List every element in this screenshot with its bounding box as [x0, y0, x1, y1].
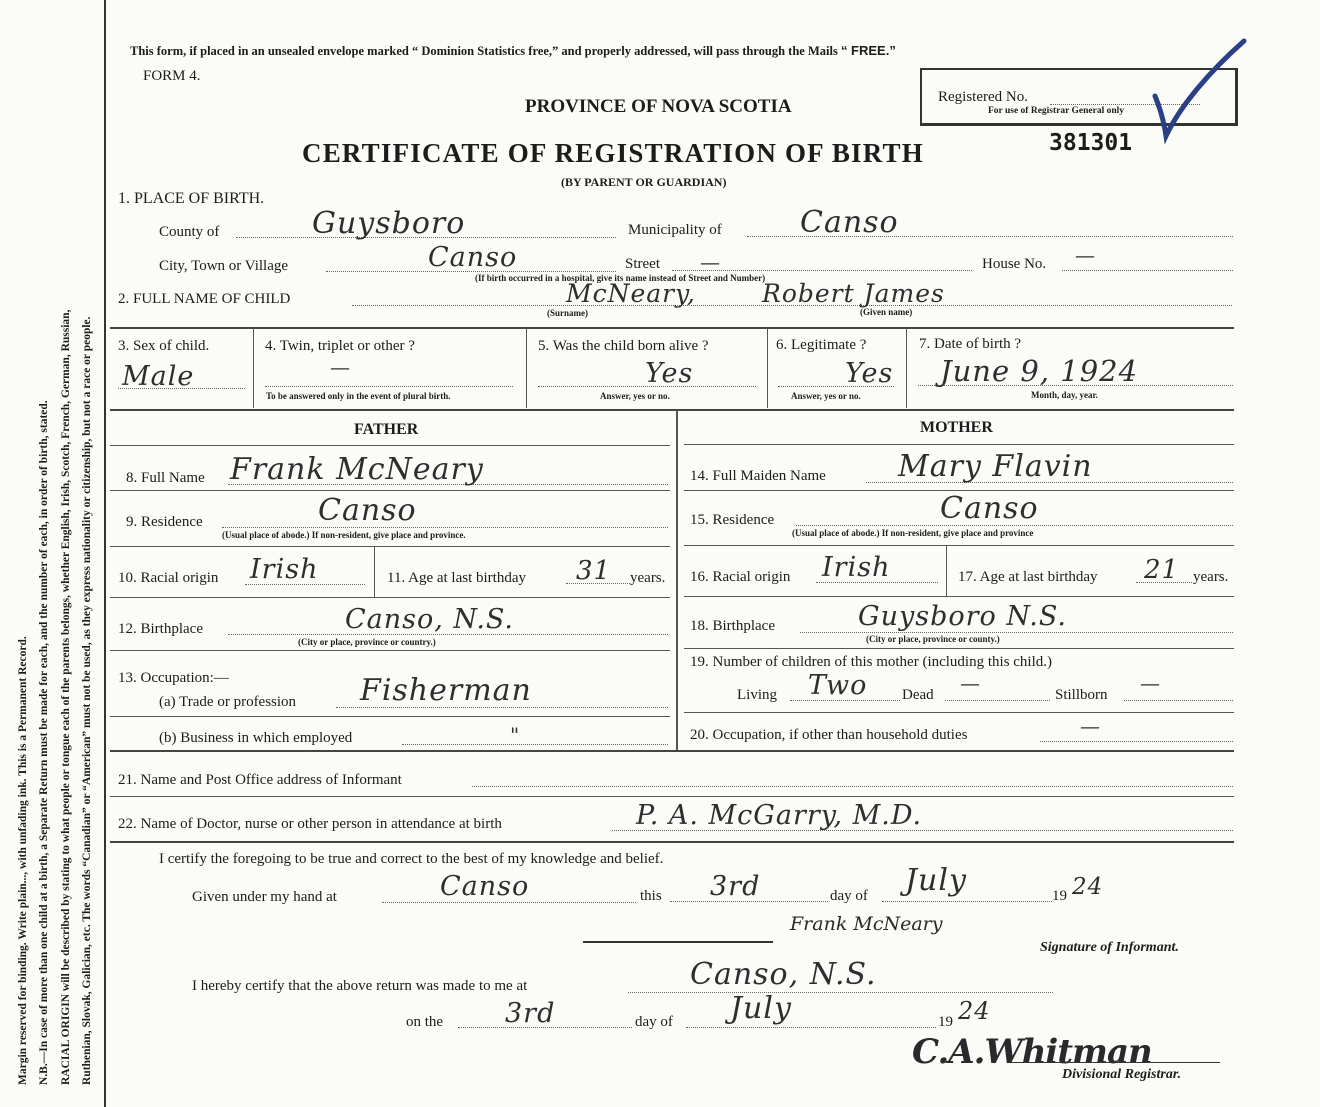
- rule-informant: [110, 750, 1234, 752]
- county-label: County of: [159, 224, 220, 240]
- registrar-day-value: 3rd: [505, 998, 556, 1029]
- registrar-statement: I hereby certify that the above return was made to me at: [192, 978, 528, 994]
- registrar-year-value: 24: [958, 997, 991, 1025]
- mother-racial-value: Irish: [822, 552, 891, 583]
- father-racial-label: 10. Racial origin: [118, 570, 219, 586]
- rule-father-8: [110, 490, 670, 491]
- father-residence-value: Canso: [318, 493, 417, 528]
- mother-living-label: Living: [737, 687, 777, 703]
- father-business-label: (b) Business in which employed: [159, 730, 353, 746]
- father-residence-note: (Usual place of abode.) If non-resident, give place and province.: [222, 530, 466, 540]
- rule-father-heading: [110, 445, 670, 446]
- mother-children-label: 19. Number of children of this mother (including this child.): [690, 654, 1053, 670]
- mail-notice: [130, 42, 896, 60]
- mother-name-value: Mary Flavin: [898, 449, 1093, 484]
- dob-label: 7. Date of birth ?: [919, 336, 1022, 352]
- mother-birthplace-label: 18. Birthplace: [690, 618, 775, 634]
- mother-dead-value: —: [960, 671, 981, 695]
- rule-mother-16: [684, 596, 1234, 597]
- father-heading: FATHER: [354, 421, 419, 438]
- checkmark-icon: [1150, 36, 1250, 146]
- certification-statement: I certify the foregoing to be true and correct to the best of my knowledge and belief.: [159, 851, 664, 867]
- father-residence-label: 9. Residence: [126, 514, 203, 530]
- mother-age-label: 17. Age at last birthday: [958, 569, 1098, 585]
- margin-note-3: RACIAL ORIGIN will be described by stating to what people or tongue each of the parents belongs, whether English, Irish, Scotch, French, German, Russian,: [60, 309, 72, 1085]
- house-label: House No.: [982, 256, 1047, 272]
- mother-years-label: years.: [1193, 569, 1229, 585]
- father-birthplace-label: 12. Birthplace: [118, 621, 203, 637]
- municipality-label: Municipality of: [628, 222, 722, 238]
- father-name-value: Frank McNeary: [230, 452, 484, 487]
- registered-number-label: Registered No.: [938, 89, 1028, 105]
- father-age-label: 11. Age at last birthday: [387, 570, 526, 586]
- father-trade-value: Fisherman: [360, 673, 532, 708]
- legitimate-note: Answer, yes or no.: [791, 391, 861, 401]
- doctor-label: 22. Name of Doctor, nurse or other person in attendance at birth: [118, 816, 502, 832]
- father-residence-line: [222, 527, 668, 528]
- mother-occupation-label: 20. Occupation, if other than household duties: [690, 727, 968, 743]
- twin-note: To be answered only in the event of plural birth.: [266, 391, 451, 401]
- registrar-caption: Divisional Registrar.: [1062, 1067, 1182, 1082]
- father-name-label: 8. Full Name: [126, 470, 205, 486]
- divider-father-10-11: [374, 547, 375, 597]
- given-name-caption: (Given name): [860, 307, 913, 317]
- twin-line: [265, 386, 513, 387]
- rule-parents: [110, 409, 1234, 411]
- father-business-line: [402, 744, 668, 745]
- mother-heading: MOTHER: [920, 419, 993, 436]
- given-year-prefix: 19: [1052, 888, 1067, 904]
- rule-father-9: [110, 546, 670, 547]
- given-day-value: 3rd: [710, 871, 761, 902]
- certificate-title: CERTIFICATE OF REGISTRATION OF BIRTH: [302, 138, 924, 168]
- given-label: Given under my hand at: [192, 889, 337, 905]
- informant-signature-caption: Signature of Informant.: [1040, 940, 1179, 955]
- given-year-value: 24: [1072, 874, 1104, 900]
- margin-note-1: Margin reserved for binding. Write plain..., with unfading ink. This is a Permanent Record.: [17, 636, 29, 1085]
- mother-stillborn-line: [1124, 700, 1233, 701]
- rule-certification: [110, 841, 1234, 843]
- informant-signature: Frank McNeary: [790, 913, 943, 935]
- mother-stillborn-value: —: [1140, 671, 1161, 695]
- registrar-place-value: Canso, N.S.: [690, 957, 877, 992]
- twin-label: 4. Twin, triplet or other ?: [265, 338, 415, 354]
- divider-5-6: [767, 328, 768, 408]
- rule-row-3: [110, 327, 1234, 329]
- mother-age-value: 21: [1144, 555, 1180, 585]
- margin-note-4: Ruthenian, Slovak, Galician, etc. The words “Canadian” or “American” must not be used, as they express nationality or citizenship, but not a race or people.: [81, 316, 93, 1085]
- mail-free: “ FREE.”: [840, 43, 896, 58]
- mail-notice-text: This form, if placed in an unsealed envelope marked “ Dominion Statistics free,” and properly addressed, will pass through the Mails: [130, 44, 838, 58]
- divider-mother-16-17: [946, 546, 947, 596]
- registrar-place-line: [628, 992, 1053, 993]
- mother-occupation-value: —: [1080, 714, 1101, 738]
- given-day-of-label: day of: [830, 888, 868, 904]
- divider-3-4: [253, 328, 254, 408]
- mother-dead-line: [945, 700, 1050, 701]
- mother-racial-label: 16. Racial origin: [690, 569, 791, 585]
- divider-6-7: [906, 328, 907, 408]
- registrar-signature: C.A.Whitman: [912, 1032, 1152, 1072]
- mother-residence-note: (Usual place of abode.) If non-resident, give place and province: [792, 528, 1034, 538]
- signature-rule-left: [583, 941, 773, 943]
- informant-line: [472, 786, 1233, 787]
- surname-caption: (Surname): [547, 308, 588, 318]
- rule-father-10: [110, 597, 670, 598]
- house-value: —: [1075, 243, 1096, 267]
- mother-residence-label: 15. Residence: [690, 512, 775, 528]
- rule-mother-19: [684, 712, 1234, 713]
- registrar-day-of-label: day of: [635, 1014, 673, 1030]
- child-given-name: Robert James: [762, 279, 945, 308]
- dob-note: Month, day, year.: [1031, 390, 1098, 400]
- binding-margin-rule: [104, 0, 106, 1107]
- form-number: FORM 4.: [143, 68, 201, 84]
- alive-label: 5. Was the child born alive ?: [538, 338, 709, 354]
- given-place-line: [382, 902, 636, 903]
- legitimate-value: Yes: [845, 358, 894, 389]
- sex-label: 3. Sex of child.: [118, 338, 210, 354]
- certificate-subtitle: (BY PARENT OR GUARDIAN): [561, 175, 727, 189]
- registrar-on-the-label: on the: [406, 1014, 444, 1030]
- municipality-value: Canso: [800, 205, 899, 240]
- mother-stillborn-label: Stillborn: [1055, 687, 1108, 703]
- given-month-line: [882, 901, 1052, 902]
- father-birthplace-note: (City or place, province or country.): [298, 637, 436, 647]
- mother-residence-value: Canso: [940, 491, 1039, 526]
- mother-birthplace-value: Guysboro N.S.: [858, 601, 1067, 632]
- province-heading: PROVINCE OF NOVA SCOTIA: [525, 96, 792, 117]
- sex-value: Male: [122, 361, 195, 392]
- alive-value: Yes: [645, 358, 694, 389]
- hospital-note: (If birth occurred in a hospital, give its name instead of Street and Number): [475, 273, 766, 283]
- rule-father-12: [110, 650, 670, 651]
- alive-note: Answer, yes or no.: [600, 391, 670, 401]
- father-trade-label: (a) Trade or profession: [159, 694, 297, 710]
- mother-occupation-line: [1040, 741, 1233, 742]
- father-occupation-label: 13. Occupation:—: [118, 670, 229, 686]
- mother-birthplace-note: (City or place, province or county.): [866, 634, 1000, 644]
- child-name-label: 2. FULL NAME OF CHILD: [118, 291, 291, 307]
- given-place-value: Canso: [440, 871, 530, 902]
- rule-mother-heading: [684, 444, 1234, 445]
- mother-dead-label: Dead: [902, 687, 934, 703]
- divider-father-mother: [676, 410, 678, 750]
- father-business-value: ": [510, 723, 521, 747]
- registrar-use-note: For use of Registrar General only: [988, 106, 1125, 116]
- rule-mother-15: [684, 545, 1234, 546]
- registrar-month-value: July: [730, 991, 792, 1026]
- street-label: Street: [625, 256, 660, 272]
- child-surname: McNeary,: [566, 279, 696, 308]
- place-of-birth-heading: 1. PLACE OF BIRTH.: [118, 190, 265, 207]
- twin-value: —: [330, 355, 351, 379]
- father-years-label: years.: [630, 570, 666, 586]
- dob-value: June 9, 1924: [940, 354, 1139, 388]
- city-label: City, Town or Village: [159, 258, 289, 274]
- rule-doctor: [110, 796, 1234, 797]
- margin-note-2: N.B.—In case of more than one child at a birth, a Separate Return must be made for each, and the number of each, in order of birth, stated.: [38, 400, 50, 1085]
- county-value: Guysboro: [312, 206, 466, 241]
- given-month-value: July: [905, 863, 967, 898]
- registrar-month-line: [686, 1027, 936, 1028]
- certificate-number: 381301: [1049, 130, 1133, 156]
- mother-name-label: 14. Full Maiden Name: [690, 468, 826, 484]
- house-line: [1062, 270, 1233, 271]
- city-value: Canso: [428, 242, 518, 273]
- rule-mother-18: [684, 648, 1234, 649]
- rule-father-13a: [110, 716, 670, 717]
- mother-living-value: Two: [808, 670, 868, 701]
- doctor-value: P. A. McGarry, M.D.: [636, 800, 923, 831]
- registrar-year-prefix: 19: [938, 1014, 953, 1030]
- given-this-label: this: [640, 888, 662, 904]
- street-value: —: [700, 250, 721, 274]
- registrar-signature-line: [1010, 1062, 1220, 1063]
- father-racial-value: Irish: [250, 554, 319, 585]
- father-age-value: 31: [576, 556, 612, 586]
- legitimate-label: 6. Legitimate ?: [776, 337, 867, 353]
- father-birthplace-value: Canso, N.S.: [345, 604, 515, 635]
- divider-4-5: [526, 328, 527, 408]
- mother-birthplace-line: [800, 632, 1233, 633]
- informant-label: 21. Name and Post Office address of Informant: [118, 772, 402, 788]
